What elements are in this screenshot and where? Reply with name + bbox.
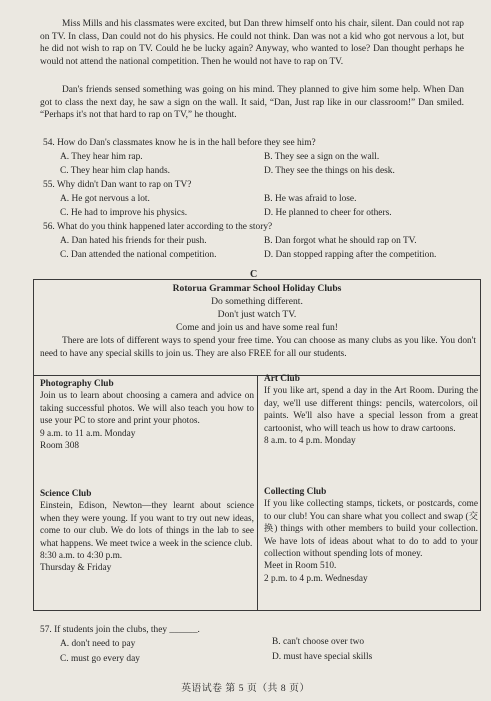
q56-option-c[interactable]: C. Dan attended the national competition. — [60, 250, 217, 260]
art-club-desc: If you like art, spend a day in the Art Room. During the day, we'll use different things: pencils, watercolors, oil paints. We'll also have a special lesson from a great cartoonist, who will teach us how to draw cartoons. — [264, 386, 478, 434]
q56-option-a[interactable]: A. Dan hated his friends for their push. — [60, 236, 207, 246]
clubs-grid — [34, 375, 480, 611]
question-55-stem: 55. Why didn't Dan want to rap on TV? — [43, 180, 192, 190]
collecting-club-place: Meet in Room 510. — [264, 561, 337, 572]
q54-option-d[interactable]: D. They see the things on his desk. — [264, 166, 395, 176]
art-club-name: Art Club — [264, 374, 300, 384]
collecting-club-name: Collecting Club — [264, 487, 327, 497]
science-club-cell — [40, 488, 254, 575]
q57-option-c[interactable]: C. must go every day — [60, 654, 140, 664]
science-club-desc: Einstein, Edison, Newton—they learnt about science when they were young. If you want to try out new ideas, come to our club. We do lots of things in the lab to see what happens. We meet twice a week in the science club. — [40, 501, 254, 549]
passage-paragraph-2: Dan's friends sensed something was going on his mind. They planned to give him some help. When Dan got to class the next day, he saw a sign on the wall. It said, “Dan, Just rap like in our classroom!” Dan smiled. “Perhaps it's not that hard to rap on TV,” he thought. — [40, 85, 464, 121]
photography-club-desc: Join us to learn about choosing a camera and advice on taking successful photos. We will also teach you how to use your PC to store and print your photos. — [40, 391, 254, 427]
q56-option-d[interactable]: D. Dan stopped rapping after the competition. — [264, 250, 437, 260]
q54-option-a[interactable]: A. They hear him rap. — [60, 152, 143, 162]
photography-club-place: Room 308 — [40, 441, 79, 452]
collecting-club-cell — [264, 486, 478, 585]
page-footer: 英语试卷 第 5 页（共 8 页） — [181, 683, 310, 694]
photography-club-time: 9 a.m. to 11 a.m. Monday — [40, 428, 136, 439]
q55-option-b[interactable]: B. He was afraid to lose. — [264, 194, 357, 204]
science-club-name: Science Club — [40, 489, 92, 499]
q57-option-b[interactable]: B. can't choose over two — [272, 637, 365, 647]
notice-tagline-1: Do something different. — [211, 296, 303, 307]
holiday-clubs-notice — [33, 279, 481, 611]
q54-option-b[interactable]: B. They see a sign on the wall. — [264, 152, 380, 162]
collecting-club-time: 2 p.m. to 4 p.m. Wednesday — [264, 573, 368, 584]
collecting-club-desc: If you like collecting stamps, tickets, or postcards, come to our club! You can share what you collect and swap (交换) things with other members to build your collection. We have lots of ideas about what to do to add to your collection without spending lots of money. — [264, 499, 478, 560]
photography-club-name: Photography Club — [40, 379, 114, 389]
passage-paragraph-1: Miss Mills and his classmates were excited, but Dan threw himself onto his chair, silent. Dan could not rap on TV. In class, Dan could not do his physics. He could not think. Dan was not a kid who got nervous a lot, but he did not wish to rap on TV. Could he be lucky again? Anyway, who wanted to lose? Dan thought perhaps he would not attend the national competition. Then he would not have to rap on TV. — [40, 19, 464, 67]
q55-option-d[interactable]: D. He planned to cheer for others. — [264, 208, 392, 218]
q55-option-c[interactable]: C. He had to improve his physics. — [60, 208, 188, 218]
q57-option-a[interactable]: A. don't need to pay — [60, 639, 136, 649]
grid-vertical-divider — [257, 376, 258, 611]
notice-tagline-2: Don't just watch TV. — [217, 309, 297, 320]
art-club-cell — [264, 373, 478, 447]
section-c-label: C — [250, 269, 258, 280]
notice-tagline-3: Come and join us and have some real fun! — [176, 322, 338, 333]
question-57-stem: 57. If students join the clubs, they ______. — [40, 625, 200, 635]
art-club-time: 8 a.m. to 4 p.m. Monday — [264, 436, 356, 447]
science-club-days: Thursday & Friday — [40, 563, 112, 574]
question-54-stem: 54. How do Dan's classmates know he is in the hall before they see him? — [43, 138, 316, 148]
q54-option-c[interactable]: C. They hear him clap hands. — [60, 166, 170, 176]
notice-title: Rotorua Grammar School Holiday Clubs — [172, 283, 342, 294]
science-club-time: 8:30 a.m. to 4:30 p.m. — [40, 551, 123, 562]
question-56-stem: 56. What do you think happened later according to the story? — [43, 222, 273, 232]
notice-intro: There are lots of different ways to spend your free time. You can choose as many clubs as you like. You don't need to have any special skills to join us. They are also FREE for all our students. — [40, 336, 476, 359]
photography-club-cell — [40, 378, 254, 452]
q56-option-b[interactable]: B. Dan forgot what he should rap on TV. — [264, 236, 417, 246]
q55-option-a[interactable]: A. He got nervous a lot. — [60, 194, 150, 204]
q57-option-d[interactable]: D. must have special skills — [272, 652, 373, 662]
